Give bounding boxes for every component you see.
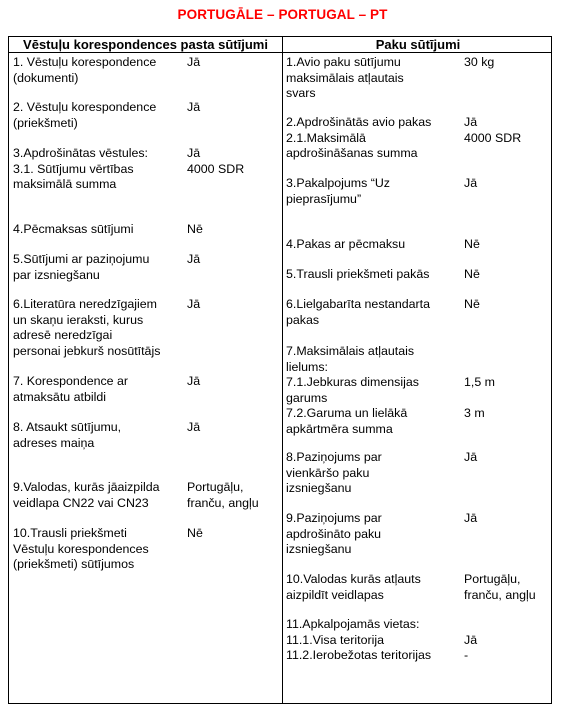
parcels-item-label: 6.Lielgabarīta nestandarta pakas	[286, 297, 430, 327]
parcels-item-value: Portugāļu, franču, angļu	[464, 572, 536, 602]
parcels-item-value: Jā	[464, 450, 478, 464]
letters-item-value: Portugāļu, franču, angļu	[187, 480, 259, 510]
letters-item-label: 10.Trausli priekšmeti Vēstuļu korespondences (priekšmeti) sūtījumos	[13, 526, 149, 571]
letters-item-value: Jā	[187, 55, 201, 69]
parcels-item-label: 11.Apkalpojamās vietas: 11.1.Visa teritorija 11.2.Ierobežotas teritorijas	[286, 617, 432, 662]
letters-item-label: 5.Sūtījumi ar paziņojumu par izsniegšanu	[13, 252, 150, 282]
letters-item-value: Jā 4000 SDR	[187, 146, 245, 176]
letters-item-label: 3.Apdrošinātas vēstules: 3.1. Sūtījumu vērtības maksimālā summa	[13, 146, 148, 191]
parcels-item-label: 8.Paziņojums par vienkāršo paku izsniegšanu	[286, 450, 382, 495]
letters-item-value: Jā	[187, 252, 201, 266]
parcels-item-value: Jā 4000 SDR	[464, 115, 522, 145]
column-divider	[282, 37, 283, 703]
letters-item-value: Jā	[187, 420, 201, 434]
parcels-item-label: 1.Avio paku sūtījumu maksimālais atļautais svars	[286, 55, 404, 100]
letters-item-label: 1. Vēstuļu korespondence (dokumenti)	[13, 55, 157, 85]
parcels-item-value: Nē	[464, 297, 480, 311]
letters-item-label: 7. Korespondence ar atmaksātu atbildi	[13, 374, 129, 404]
services-table	[8, 36, 552, 704]
parcels-item-value: Nē	[464, 237, 480, 251]
parcels-item-value: Jā -	[464, 632, 478, 662]
parcels-item-label: 10.Valodas kurās atļauts aizpildīt veidlapas	[286, 572, 421, 602]
parcels-item-value: 30 kg	[464, 55, 495, 69]
parcels-item-label: 5.Trausli priekšmeti pakās	[286, 267, 430, 281]
parcels-item-value: Jā	[464, 511, 478, 525]
letters-item-value: Nē	[187, 222, 203, 236]
parcels-item-label: 4.Pakas ar pēcmaksu	[286, 237, 406, 251]
header-divider	[9, 52, 551, 53]
letters-item-label: 8. Atsaukt sūtījumu, adreses maiņa	[13, 420, 122, 450]
parcels-item-value: Jā	[464, 176, 478, 190]
letters-item-value: Jā	[187, 374, 201, 388]
letters-item-label: 4.Pēcmaksas sūtījumi	[13, 222, 134, 236]
letters-header: Vēstuļu korespondences pasta sūtījumi	[23, 37, 268, 52]
letters-item-value: Jā	[187, 100, 201, 114]
parcels-item-label: 3.Pakalpojums “Uz pieprasījumu”	[286, 176, 390, 206]
parcels-item-label: 9.Paziņojums par apdrošināto paku izsniegšanu	[286, 511, 382, 556]
letters-item-label: 9.Valodas, kurās jāaizpilda veidlapa CN22 vai CN23	[13, 480, 160, 510]
page-title: PORTUGĀLE – PORTUGAL – PT	[177, 7, 388, 22]
letters-item-value: Jā	[187, 297, 201, 311]
letters-item-label: 2. Vēstuļu korespondence (priekšmeti)	[13, 100, 157, 130]
letters-item-value: Nē	[187, 526, 203, 540]
parcels-item-label: 7.Maksimālais atļautais lielums: 7.1.Jebkuras dimensijas garums 7.2.Garuma un lielākā apkārtmēra summa	[286, 344, 419, 436]
parcels-item-label: 2.Apdrošinātās avio pakas 2.1.Maksimālā apdrošināšanas summa	[286, 115, 432, 160]
parcels-item-value: 1,5 m 3 m	[464, 375, 495, 420]
letters-item-label: 6.Literatūra neredzīgajiem un skaņu ieraksti, kurus adresē neredzīgai personai jebkurš nosūtītājs	[13, 297, 161, 358]
parcels-header: Paku sūtījumi	[375, 37, 461, 52]
parcels-item-value: Nē	[464, 267, 480, 281]
